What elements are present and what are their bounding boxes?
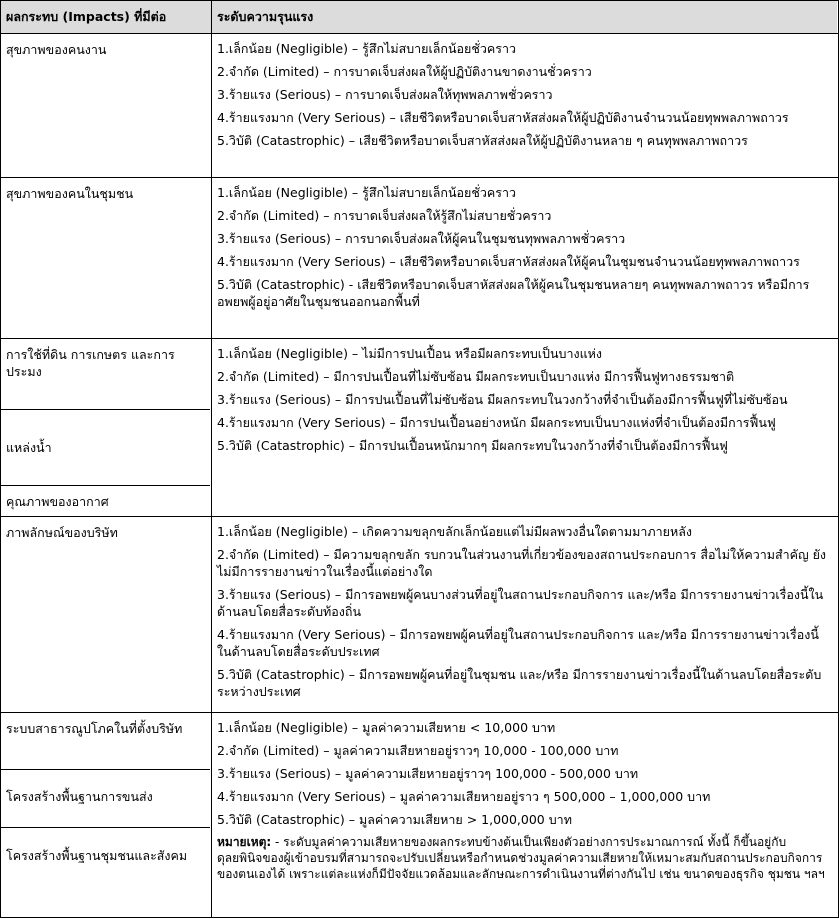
impact-community-health: สุขภาพของคนในชุมชน <box>6 186 134 201</box>
impact-land-use: การใช้ที่ดิน การเกษตร และการประมง <box>6 347 175 379</box>
impact-water: แหล่งน้ำ <box>6 440 52 455</box>
sub-divider <box>0 485 210 486</box>
severity-level-1: 1.เล็กน้อย (Negligible) – รู้สึกไม่สบายเล็กน้อยชั่วคราว <box>217 41 516 56</box>
severity-level-3: 3.ร้ายแรง (Serious) – มีการปนเปื้อนที่ไม่ซับซ้อน มีผลกระทบในวงกว้างที่จำเป็นต้องมีการฟื้นฟูที่ไม่ซับซ้อน <box>217 392 788 407</box>
severity-level-3: 3.ร้ายแรง (Serious) – มูลค่าความเสียหายอยู่ราวๆ 100,000 - 500,000 บาท <box>217 766 639 781</box>
header-divider <box>0 33 839 34</box>
severity-level-1: 1.เล็กน้อย (Negligible) – มูลค่าความเสียหาย < 10,000 บาท <box>217 720 556 735</box>
severity-level-2: 2.จำกัด (Limited) – การบาดเจ็บส่งผลให้ผู้ปฏิบัติงานขาดงานชั่วคราว <box>217 64 592 79</box>
row-divider <box>0 712 839 713</box>
severity-level-2: 2.จำกัด (Limited) – มีความขลุกขลัก รบกวนในส่วนงานที่เกี่ยวข้องของสถานประกอบการ สื่อไม่ให้ความสำคัญ ยังไม่มีการรายงานข่าวในเรื่องนี้แต่อย่างใด <box>217 547 827 579</box>
column-divider <box>211 0 212 918</box>
row-divider <box>0 516 839 517</box>
severity-level-2: 2.จำกัด (Limited) – การบาดเจ็บส่งผลให้รู้สึกไม่สบายชั่วคราว <box>217 208 552 223</box>
impact-worker-health: สุขภาพของคนงาน <box>6 42 107 57</box>
sub-divider <box>0 769 210 770</box>
severity-level-4: 4.ร้ายแรงมาก (Very Serious) – เสียชีวิตหรือบาดเจ็บสาหัสส่งผลให้ผู้คนในชุมชนจำนวนน้อยทุพพลภาพถาวร <box>217 254 800 269</box>
severity-level-5: 5.วิบัติ (Catastrophic) – มีการปนเปื้อนหนักมากๆ มีผลกระทบในวงกว้างที่จำเป็นต้องมีการฟื้นฟู <box>217 438 728 453</box>
row-divider <box>0 338 839 339</box>
severity-cell-worker-health <box>212 34 837 155</box>
severity-level-1: 1.เล็กน้อย (Negligible) – รู้สึกไม่สบายเล็กน้อยชั่วคราว <box>217 185 516 200</box>
severity-cell-company-image <box>212 517 837 706</box>
severity-level-3: 3.ร้ายแรง (Serious) – การบาดเจ็บส่งผลให้ผู้คนในชุมชนทุพพลภาพชั่วคราว <box>217 231 626 246</box>
severity-level-1: 1.เล็กน้อย (Negligible) – เกิดความขลุกขลักเล็กน้อยแต่ไม่มีผลพวงอื่นใดตามมาภายหลัง <box>217 524 692 539</box>
severity-cell-environment <box>212 339 837 460</box>
sub-divider <box>0 827 210 828</box>
severity-level-4: 4.ร้ายแรงมาก (Very Serious) – มูลค่าความเสียหายอยู่ราว ๆ 500,000 – 1,000,000 บาท <box>217 789 711 804</box>
severity-level-4: 4.ร้ายแรงมาก (Very Serious) – มีการอพยพผู้คนที่อยู่ในสถานประกอบกิจการ และ/หรือ มีการรายงานข่าวเรื่องนี้ในด้านลบโดยสื่อระดับประเทศ <box>217 627 819 659</box>
severity-level-3: 3.ร้ายแรง (Serious) – การบาดเจ็บส่งผลให้ทุพพลภาพชั่วคราว <box>217 87 553 102</box>
severity-level-5: 5.วิบัติ (Catastrophic) – มีการอพยพผู้คนที่อยู่ในชุมชน และ/หรือ มีการรายงานข่าวเรื่องนี้ในด้านลบโดยสื่อระดับระหว่างประเทศ <box>217 667 822 699</box>
table-border-left <box>0 0 1 918</box>
severity-level-4: 4.ร้ายแรงมาก (Very Serious) – มีการปนเปื้อนอย่างหนัก มีผลกระทบเป็นบางแห่งที่จำเป็นต้องมีการฟื้นฟู <box>217 415 776 430</box>
severity-cell-infrastructure <box>212 713 837 888</box>
remark-note <box>217 834 831 882</box>
header-severity: ระดับความรุนแรง <box>212 1 837 33</box>
table-border-bottom <box>0 917 839 918</box>
severity-level-3: 3.ร้ายแรง (Serious) – มีการอพยพผู้คนบางส่วนที่อยู่ในสถานประกอบกิจการ และ/หรือ มีการรายงานข่าวเรื่องนี้ในด้านลบโดยสื่อระดับท้องถิ่น <box>217 587 824 619</box>
impact-air-quality: คุณภาพของอากาศ <box>6 494 109 509</box>
impact-transport-infrastructure: โครงสร้างพื้นฐานการขนส่ง <box>6 789 153 804</box>
severity-level-4: 4.ร้ายแรงมาก (Very Serious) – เสียชีวิตหรือบาดเจ็บสาหัสส่งผลให้ผู้ปฏิบัติงานจำนวนน้อยทุพพลภาพถาวร <box>217 110 789 125</box>
sub-divider <box>0 409 210 410</box>
severity-level-2: 2.จำกัด (Limited) – มูลค่าความเสียหายอยู่ราวๆ 10,000 - 100,000 บาท <box>217 743 619 758</box>
remark-text: - ระดับมูลค่าความเสียหายของผลกระทบข้างต้นเป็นเพียงตัวอย่างการประมาณการณ์ ทั้งนี้ ก็ขึ้นอยู่กับดุลยพินิจของผู้เข้าอบรมที่สามารถจะปรับเปลี่ยนหรือกำหนดช่วงมูลค่าความเสียหายให้เหมาะสมกับสถานประกอบกิจการของตนเองได้ เพราะแต่ละแห่งก็มีปัจจัยแวดล้อมและลักษณะการดำเนินงานที่ต่างกันไป เช่น ขนาดของธุรกิจ ชุมชน ฯลฯ <box>217 835 825 881</box>
impact-utilities: ระบบสาธารณูปโภคในที่ตั้งบริษัท <box>6 721 183 736</box>
remark-label: หมายเหตุ: <box>217 835 272 849</box>
severity-level-1: 1.เล็กน้อย (Negligible) – ไม่มีการปนเปื้อน หรือมีผลกระทบเป็นบางแห่ง <box>217 346 602 361</box>
row-divider <box>0 177 839 178</box>
severity-level-5: 5.วิบัติ (Catastrophic) – เสียชีวิตหรือบาดเจ็บสาหัสส่งผลให้ผู้ปฏิบัติงานหลาย ๆ คนทุพพลภาพถาวร <box>217 133 748 148</box>
severity-level-5: 5.วิบัติ (Catastrophic) – มูลค่าความเสียหาย > 1,000,000 บาท <box>217 812 572 827</box>
table-border-top <box>0 0 839 1</box>
impact-community-infrastructure: โครงสร้างพื้นฐานชุมชนและสังคม <box>6 848 188 863</box>
severity-level-5: 5.วิบัติ (Catastrophic) - เสียชีวิตหรือบาดเจ็บสาหัสส่งผลให้ผู้คนในชุมชนหลายๆ คนทุพพลภาพถาวร หรือมีการอพยพผู้อยู่อาศัยในชุมชนออกนอกพื้นที่ <box>217 277 810 309</box>
severity-cell-community-health <box>212 178 837 316</box>
severity-level-2: 2.จำกัด (Limited) – มีการปนเปื้อนที่ไม่ซับซ้อน มีผลกระทบเป็นบางแห่ง มีการฟื้นฟูทางธรรมชาติ <box>217 369 735 384</box>
impact-company-image: ภาพลักษณ์ของบริษัท <box>6 525 118 540</box>
header-impacts: ผลกระทบ (Impacts) ที่มีต่อ <box>1 1 211 33</box>
